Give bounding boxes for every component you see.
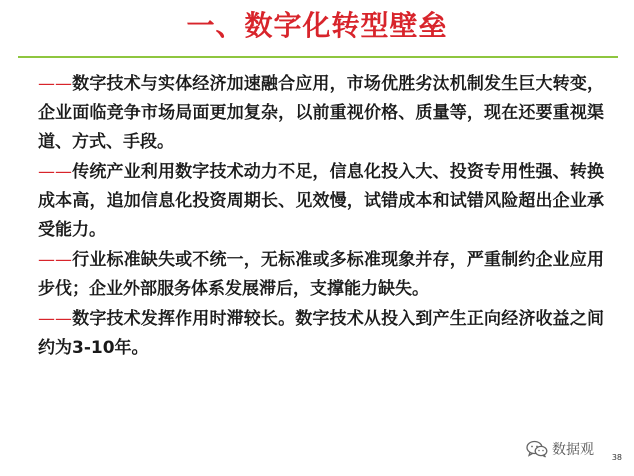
paragraph-text: 传统产业利用数字技术动力不足，信息化投入大、投资专用性强、转换成本高，追加信息化投资周期长、见效慢，试错成本和试错风险超出企业承受能力。 <box>38 162 604 240</box>
wechat-icon <box>526 440 548 458</box>
dash-marker: —— <box>38 309 72 329</box>
bullet-paragraph-3 <box>38 246 604 304</box>
paragraph-text: 数字技术与实体经济加速融合应用，市场优胜劣汰机制发生巨大转变，企业面临竞争市场局面更加复杂，以前重视价格、质量等，现在还要重视渠道、方式、手段。 <box>38 74 604 152</box>
bullet-paragraph-4 <box>38 305 604 363</box>
watermark <box>526 439 594 459</box>
slide-body <box>38 70 604 364</box>
title-divider <box>18 56 618 58</box>
slide-title: 一、数字化转型壁垒 <box>186 9 448 42</box>
paragraph-text: 行业标准缺失或不统一，无标准或多标准现象并存，严重制约企业应用步伐；企业外部服务体系发展滞后，支撑能力缺失。 <box>38 250 604 299</box>
bullet-paragraph-1 <box>38 70 604 157</box>
watermark-label: 数据观 <box>552 442 594 458</box>
dash-marker: —— <box>38 250 72 270</box>
bullet-paragraph-2 <box>38 158 604 245</box>
dash-marker: —— <box>38 162 72 182</box>
dash-marker: —— <box>38 74 72 94</box>
paragraph-text: 数字技术发挥作用时滞较长。数字技术从投入到产生正向经济收益之间约为3-10年。 <box>38 309 604 358</box>
page-number: 38 <box>611 453 622 462</box>
